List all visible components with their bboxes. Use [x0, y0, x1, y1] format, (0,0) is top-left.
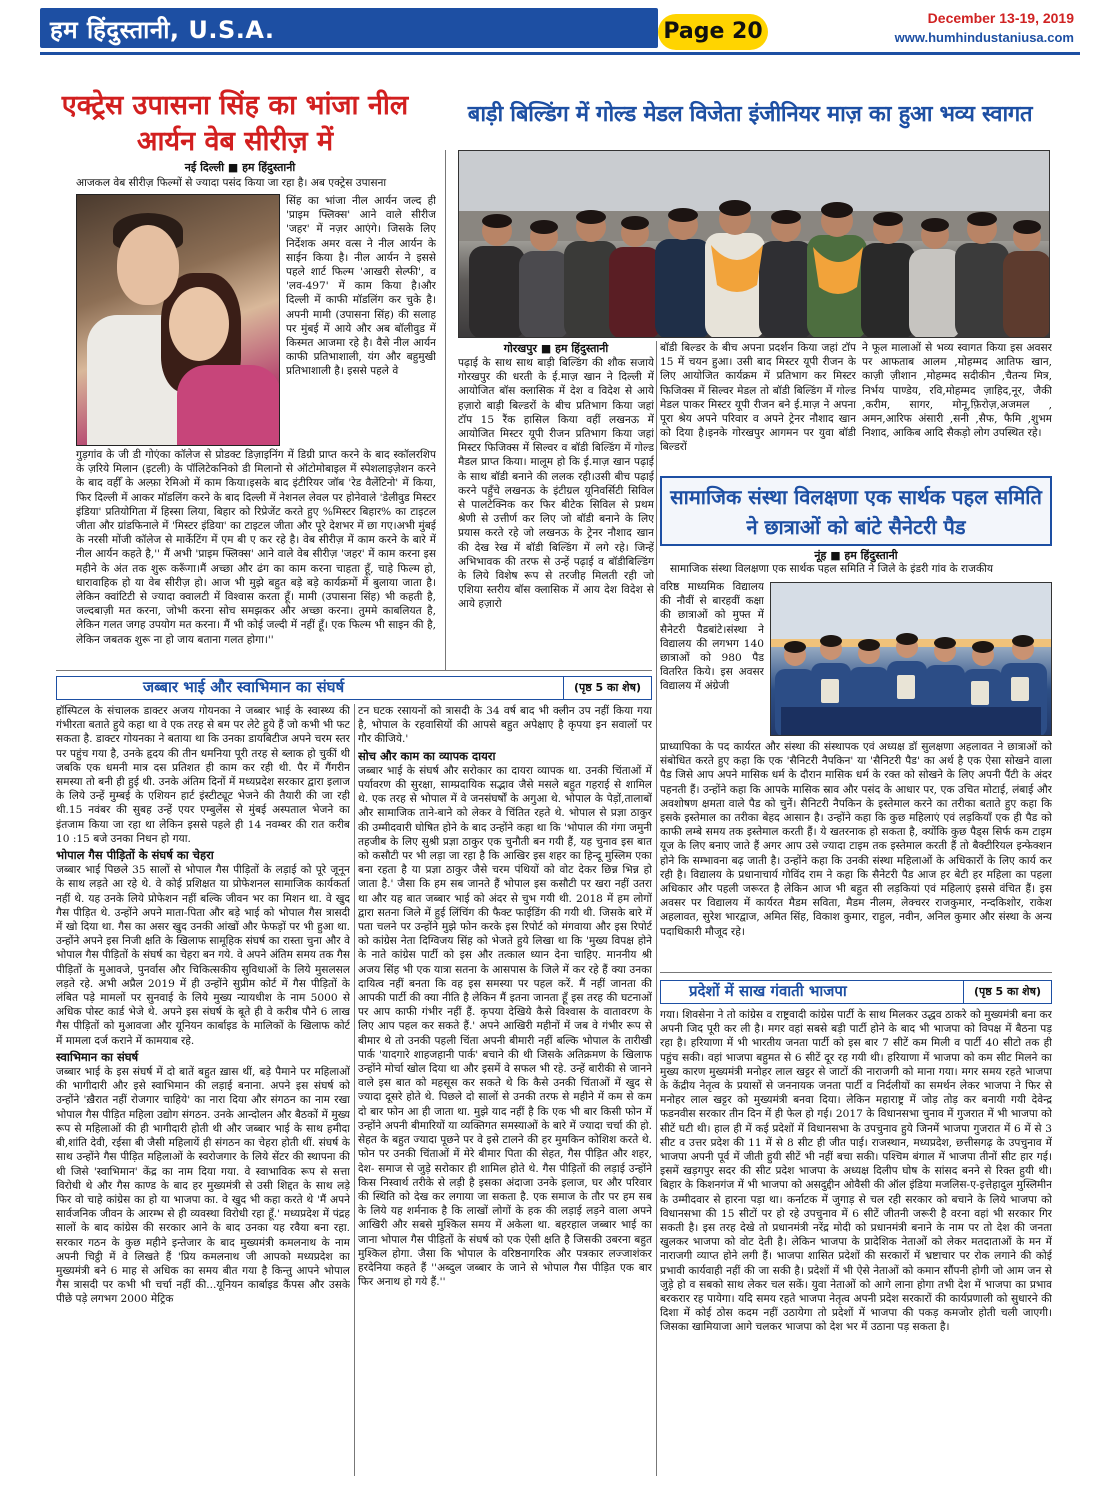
ngo-article-headline: सामाजिक संस्था विलक्षणा एक सार्थक पहल समिति ने छात्राओं को बांटे सैनेटरी पैड	[670, 485, 1042, 539]
bjp-article-body: गया। शिवसेना ने तो कांग्रेस व राष्ट्रवादी कांग्रेस पार्टी के साथ मिलकर उद्धव ठाकरे को मुख्यमंत्री बना कर अपनी जिद पूरी कर ली है। मगर वहां सबसे बड़ी पार्टी होने के बाद भी भाजपा को विपक्ष में बैठना पड़ रहा है। हरियाणा में भी भारतीय जनता पार्टी को इस बार 7 सीटें कम मिली व पार्टी 40 सीटो तक ही पहुंच सकी। वहां भाजपा बहुमत से 6 सीटें दूर रह गयी थी। हरियाणा में भाजपा को कम सीट मिलने का मुख्य कारण मुख्यमंत्री मनोहर लाल खट्टर से जाटों की नाराजगी को माना गया। मगर समय रहते भाजपा के केंद्रीय नेतृत्व के प्रयासों से जननायक जनता पार्टी व निर्दलीयों का समर्थन लेकर भाजपा ने फिर से मनोहर लाल खट्टर को मुख्यमंत्री बनवा दिया। लेकिन महाराष्ट्र में जोड़ तोड़ कर बनायी गयी देवेन्द्र फडनवीस सरकार तीन दिन में ही फेल हो गई। 2017 के विधानसभा चुनाव में गुजरात में भी भाजपा को सीटें घटी थी। हाल ही में कई प्रदेशों में विधानसभा के उपचुनाव हुये जिनमें भाजपा गुजरात में 6 में से 3 सीट व उत्तर प्रदेश की 11 में से 8 सीट ही जीत पाई। राजस्थान, मध्यप्रदेश, छत्तीसगढ़ के उपचुनाव में भाजपा अपनी पूर्व में जीती हुयी सीटें भी नहीं बचा सकी। पश्चिम बंगाल में भाजपा तीनों सीट हार गई। इसमें खड़गपुर सदर की सीट प्रदेश भाजपा के अध्यक्ष दिलीप घोष के सांसद बनने से रिक्त हुयी थी। बिहार के किशनगंज में भी भाजपा को असदुद्दीन ओवैसी की ऑल इंडिया मजलिस-ए-इत्तेहादुल मुस्लिमीन के उम्मीदवार से हारना पड़ा था। कर्नाटक में जुगाड़ से चल रही सरकार को बचाने के लिये भाजपा को विधानसभा की 15 सीटों पर हो रहे उपचुनाव में 6 सीटें जीतनी जरूरी है वरना वहां भी सरकार गिर सकती है। इस तरह देखे तो प्रधानमंत्री नरेंद्र मोदी को प्रधानमंत्री बनाने के नाम पर तो देश की जनता खुलकर भाजपा को वोट देती है। लेकिन भाजपा के प्रादेशिक नेताओं को लेकर मतदाताओं के मन में नाराजगी व्याप्त होने लगी हैं। भाजपा शासित प्रदेशों की सरकारों में भ्रष्टाचार पर रोक लगाने की कोई प्रभावी कार्यवाही नहीं की जा सकी है। प्रदेशों में भी ऐसे नेताओं को कमान सौंपनी होगी जो आम जन से जुड़े हो व सबको साथ लेकर चल सकें। युवा नेताओं को आगे लाना होगा तभी देश में भाजपा का प्रभाव बरकरार रह पायेगा। यदि समय रहते भाजपा नेतृत्व अपनी प्रदेश सरकारों की कार्यप्रणाली को सुधारने की दिशा में कोई ठोस कदम नहीं उठायेगा तो प्रदेशों में भाजपा की पकड़ कमजोर होती चली जाएगी। जिसका खामियाजा आगे चलकर भाजपा को देश भर में उठाना पड़ सकता है।	[660, 1009, 1052, 1334]
bodybuilding-article-column-3: ने फूल मालाओं से भव्य स्वागत किया इस अवसर पर आफताब आलम ,मोहम्मद आतिफ खान, काज़ी ज़ीशान ,मोहम्मद सदीकीन ,चैतन्य मित्र, निर्भय पाण्डेय, रवि,मोहम्मद ज़ाहिद,नूर, जैकी ,करीम, सागर, मोनू,फ़िरोज़,अजमल , अमन,आरिफ अंसारी ,सनी ,सैफ, फैमि ,शुभम निशाद, आकिब आदि सैकड़ो लोग उपस्थित रहे।	[862, 342, 1052, 440]
ngo-article-intro: सामाजिक संस्था विलक्षणा एक सार्थक पहल समिति ने जिले के इंडरी गांव के राजकीय	[670, 563, 993, 575]
jabbar-article-column-1	[56, 704, 350, 1476]
jabbar-paragraph: टन घटक रसायनों को त्रासदी के 34 वर्ष बाद भी क्लीन उप नहीं किया गया है, भोपाल के रहवासियों की आपसे बहुत अपेक्षाए है कृपया इन सवालों पर गौर कीजिये.'	[358, 705, 652, 746]
column-divider	[354, 704, 355, 1476]
actress-article-headline: एक्ट्रेस उपासना सिंह का भांजा नील आर्यन वेब सीरीज़ में	[61, 90, 409, 157]
jabbar-paragraph: जब्बार भाई पिछले 35 सालों से भोपाल गैस पीड़ितों के लड़ाई को पूरे जूनून के साथ लड़ते आ रहे थे. वे कोई प्रशिक्षत या प्रोफेशनल सामाजिक कार्यकर्ता नहीं थे. यह उनके लिये प्रोफेशन नहीं बल्कि जीवन भर का मिशन था. वे खुद गैस पीड़ित थे. उन्होंने अपने माता-पिता और बड़े भाई को भोपाल गैस त्रासदी में खो दिया था. गैस का असर खुद उनकी आंखों और फेफड़ों पर भी हुआ था. उन्होंने अपने इस निजी क्षति के खिलाफ सामूहिक संघर्ष का रास्ता चुना और वे भोपाल गैस पीड़ितों के संघर्ष का चेहरा बन गये. वे अपने अंतिम समय तक गैस पीड़ितों के मुआवजे, पुनर्वास और चिकित्सकीय सुविधाओं के लिये मुसलसल लड़ते रहे. अभी अप्रैल 2019 में ही उन्होंने सुप्रीम कोर्ट में गैस पीड़ितों के लंबित पड़े मामलों पर सुनवाई के लिये मुख्य न्यायधीश के नाम 5000 से अधिक पोस्ट कार्ड भेजे थे. अपने इस संघर्ष के बूते ही वे करीब पौने 6 लाख गैस पीड़ितों को मुआवजा और यूनियन कार्बाइड के मालिकों के खिलाफ कोर्ट में मामला दर्ज कराने में कामयाब रहे.	[56, 864, 350, 1047]
bodybuilding-article-column-1: पढ़ाई के साथ साथ बाड़ी बिल्डिंग की शौक सजाये गोरखपुर की धरती के ई.माज़ खान ने दिल्ली में आयोजित बॉस क्लासिक में देश व विदेश से आये हज़ारो बाड़ी बिल्डरों के बीच प्रतिभाग किया जहां टॉप 15 रैंक हासिल किया वहीं लखनऊ में आयोजित मिस्टर यूपी रीजन प्रतिभाग किया जहां मिस्टर फिजिक्स में सिल्वर व बॉडी बिल्डिंग में गोल्ड मैडल प्राप्त किया। मालूम हो कि ई.माज़ खान पढ़ाई के साथ बॉडी बनाने की ललक रही।उसी बीच पढ़ाई करने पहुँचे लखनऊ के इंटीग्रल यूनिवर्सिटी सिविल से पालटेक्निक कर फिर बीटेक सिविल से प्रथम श्रेणी से उत्तीर्ण कर लिए जो बॉडी बनाने के लिए प्रयास करते रहे जो लखनऊ के ट्रेनर नौशाद खान की देख रेख में बॉडी बिल्डिंग में लगे रहे। जिन्हें अभिभावक की तरफ से उन्हें पढ़ाई व बॉडीबिल्डिंग के लिये विशेष रूप से तरजीह मिलती रही जो एशिया स्तरीय बॉस क्लासिक में आय देश विदेश से आये हज़ारो	[458, 357, 654, 611]
jabbar-continued-note: (पृष्ठ 5 का शेष)	[563, 677, 651, 699]
jabbar-paragraph: जब्बार भाई के संघर्ष और सरोकार का दायरा व्यापक था. उनकी चिंताओं में पर्यावरण की सुरक्षा, साम्प्रदायिक सद्भाव जैसे मसले बहुत गहराई से शामिल थे. एक तरह से भोपाल में वे जनसंघर्षों के अगुआ थे. भोपाल के पेड़ों,तालाबों और सामाजिक ताने-बाने को लेकर वे चिंतित रहते थे. भोपाल से प्रज्ञा ठाकुर की उम्मीदवारी घोषित होने के बाद उन्होंने कहा था कि 'भोपाल की गंगा जमुनी तहजीब के लिए सुश्री प्रज्ञा ठाकुर एक चुनौती बन गयी हैं, यह चुनाव इस बात को कसौटी पर भी लड़ा जा रहा है कि आखिर इस शहर का हिन्दू मुस्लिम एका बना रहता है या प्रज्ञा ठाकुर जैसे चरम पंथियों को वोट देकर छिन्न भिन्न हो जाता है.' जैसा कि हम सब जानते हैं भोपाल इस कसौटी पर खरा नहीं उतरा था और यह बात जब्बार भाई को अंदर से चुभ गयी थी. 2018 में हम लोगों द्वारा सतना जिले में हुई लिंचिंग की फैक्ट फाईडिंग की गयी थी. जिसके बारे में पता चलने पर उन्होंने मुझे फोन करके इस रिपोर्ट को मंगवाया और इस रिपोर्ट को कांग्रेस नेता दिग्विजय सिंह को भेजते हुये लिखा था कि 'मुख्य विपक्ष होने के नाते कांग्रेस पार्टी को इस और तत्काल ध्यान देना चाहिए. माननीय श्री अजय सिंह भी एक यात्रा सतना के आसपास के जिले में कर रहे हैं क्या उनका दायित्व नहीं बनता कि वह इस समस्या पर पहल करें. मैं नहीं जानता की आपकी पार्टी की क्या नीति है लेकिन मैं इतना जानता हूँ इस तरह की घटनाओं पर आप काफी गंभीर नहीं हैं. कृपया देखिये कैसे विश्वास के वातावरण के लिए आप पहल कर सकते हैं.' अपने आखिरी महीनों में जब वे गंभीर रूप से बीमार थे तो उनकी पहली चिंता अपनी बीमारी नहीं बल्कि भोपाल के तारीखी पार्क 'यादगारे शाहजहानी पार्क' बचाने की थी जिसके अतिक्रमण के खिलाफ उन्होंने मोर्चा खोल दिया था और इसमें वे सफल भी रहे. उन्हें बारीकी से जानने वाले इस बात को महसूस कर सकते थे कि कैसे उनकी चिंताओं में खुद से ज्यादा दूसरे होते थे. पिछले दो सालों से उनकी तरफ से महीने में कम से कम दो बार फोन आ ही जाता था. मुझे याद नहीं है कि एक भी बार किसी फोन में उन्होंने अपनी बीमारियों या व्यक्तिगत समस्याओं के बारे में ज्यादा चर्चा की हो. सेहत के बहुत ज्यादा पूछने पर वे इसे टालने की हर मुमकिन कोशिश करते थे. फोन पर उनकी चिंताओं में मेरे बीमार पिता की सेहत, गैस पीड़ित और शहर, देश- समाज से जुड़े सरोकार ही शामिल होते थे. गैस पीड़ितों की लड़ाई उन्होंने किस निस्वार्थ तरीके से लड़ी है इसका अंदाजा उनके इलाज, घर और परिवार की स्थिति को देख कर लगाया जा सकता है. एक समाज के तौर पर हम सब के लिये यह शर्मनाक है कि लाखों लोगों के हक की लड़ाई लड़ने वाला अपने आखिरी और सबसे मुश्किल समय में अकेला था. बहरहाल जब्बार भाई का जाना भोपाल गैस पीड़ितों के संघर्ष को एक ऐसी क्षति है जिसकी उबरना बहुत मुश्किल होगा. जैसा कि भोपाल के वरिष्ठनागरिक और पत्रकार लज्जाशंकर हरदेनिया कहते हैं ''अब्दुल जब्बार के जाने से भोपाल गैस पीड़ित एक बार फिर अनाथ हो गये हैं.''	[358, 764, 652, 1289]
issue-date: December 13-19, 2019	[927, 10, 1074, 26]
actress-article-body: गुड़गांव के जी डी गोएंका कॉलेज से प्रोडक्ट डिज़ाइनिंग में डिग्री प्राप्त करने के बाद स्कॉलरशिप के ज़रिये मिलान (इटली) के पॉलिटेकनिको डी मिलानो से ऑटोमोबाइल में स्पेशलाइज़ेशन करने के बाद वहीँ के अल्फ़ा रेमिओ में काम किया।इसके बाद इंटीरियर जॉब 'रेड वैलेंटिनो' में किया, फिर दिल्ली में आकर मॉडलिंग करने के बाद दिल्ली में नेशनल लेवल पर होनेवाले 'डेलीवुड मिस्टर इंडिया' प्रतियोगिता में हिस्सा लिया, बिहार को रिप्रेजेंट करते हुए %मिस्टर बिहार% का टाइटल जीता और ग्रांडफिनाले में 'मिस्टर इंडिया' का टाइटल जीता और पूरे देशभर में छा गए।अभी मुंबई के नरसी मोंजी कॉलेज से मार्केटिंग में एम बी ए कर रहे है। वेब सीरीज़ में काम करने के बारे में नील आर्यन कहते है,'' मैं अभी 'प्राइम फ्लिक्स' आने वाले वेब सीरीज़ 'जहर' में काम करना इस महीने के अंत तक शुरू करूँगा।मैं अच्छा और ढंग का काम करना चाहता हूँ, चाहे फिल्म हो, धारावाहिक हो या वेब सीरीज़ हो। आज भी मुझे बहुत बड़े बड़े कार्यक्रमों में बुलाया जाता है। लेकिन क्वांटिटी से ज्यादा क्वालटी में विश्वास करता हूँ। मामी (उपासना सिंह) भी कहती है, जल्दबाज़ी मत करना, जोभी करना सोच समझकर और अच्छा करना। तुममे काबलियत है, लेकिन गलत जगह उपयोग मत करना। मैं भी कोई जल्दी में नहीं हूँ। एक फिल्म भी साइन की है, लेकिन जबतक शुरू ना हो जाय बताना गलत होगा।''	[76, 449, 436, 646]
students-illustration	[771, 583, 1052, 736]
actress-photo	[76, 194, 280, 446]
column-divider	[445, 150, 446, 670]
bodybuilding-article-dateline: गोरखपुर ■ हम हिंदुस्तानी	[503, 342, 609, 355]
ngo-article-headline-box	[660, 476, 1052, 546]
bjp-article-headline: प्रदेशों में साख गंवाती भाजपा	[689, 982, 847, 1000]
website-link[interactable]: www.humhindustaniusa.com	[894, 30, 1074, 45]
actress-article-intro: आजकल वेब सीरीज़ फिल्मों से ज्यादा पसंद किया जा रहा है। अब एक्ट्रेस उपासना	[76, 177, 387, 189]
masthead-divider	[40, 52, 1080, 55]
actress-article-side-text: सिंह का भांजा नील आर्यन जल्द ही 'प्राइम फ्लिक्स' आने वाले सीरीज 'जहर' में नज़र आएंगे। जिसके लिए निर्देशक अमर वत्स ने नील आर्यन के साईन किया है। नील आर्यन ने इससे पहले शार्ट फिल्म 'आखरी सेल्फी', व 'लव-497' में काम किया है।और दिल्ली में काफी मॉडलिंग कर चुके है। अपनी मामी (उपासना सिंह) की सलाह पर मुंबई में आये और अब बॉलीवुड में किस्मत आजमा रहे है। वैसे नील आर्यन काफी प्रतिभाशाली, यंग और बहुमुखी प्रतिभाशाली है। इससे पहले वे	[286, 195, 436, 378]
ngo-article-body: प्राध्यापिका के पद कार्यरत और संस्था की संस्थापक एवं अध्यक्ष डॉ सुलक्षणा अहलावत ने छात्राओं को संबोधित करते हुए कहा कि एक 'सैनिटरी नैपकिन' या 'सैनिटरी पैड' का अर्थ है एक ऐसा सोखने वाला पैड जिसे आप अपने मासिक धर्म के दौरान मासिक धर्म के रक्त को सोखने के लिए अपनी पैंटी के अंदर पहनती हैं। उन्होंने कहा कि आपके मासिक स्राव और पसंद के आधार पर, एक उचित मोटाई, लंबाई और अवशोषण क्षमता वाले पैड को चुनें। सैनिटरी नैपकिन के इस्तेमाल करने का तरीका बताते हुए कहा कि इसके इस्तेमाल का तरीका बेहद आसान है। उन्होंने कहा कि कुछ महिलाएं एवं लड़कियाँ एक ही पैड को काफी लम्बे समय तक इस्तेमाल करती हैं। ये खतरनाक हो सकता है, क्योंकि कुछ पैड्स सिर्फ कम टाइम यूज के लिए बनाए जाते हैं अगर आप उसे ज्यादा टाइम तक इस्तेमाल करती हैं तो बैक्टीरियल इन्फेक्शन होने कि सम्भावना बढ़ जाती है। उन्होंने कहा कि उनकी संस्था महिलाओं के अधिकारों के लिए कार्य कर रही है। विद्यालय के प्रधानाचार्य गोविंद राम ने कहा कि सैनेटरी पैड आज हर बेटी हर महिला का पहला अधिकार और पहली जरूरत है लेकिन आज भी बहुत सी लड़कियां एवं महिलाएं इससे वंचित हैं। इस अवसर पर विद्यालय में कार्यरत मैडम सविता, मैडम नीलम, लेक्चरर राजकुमार, नन्दकिशोर, राकेश अहलावत, सुरेश भारद्वाज, अमित सिंह, विकाश कुमार, राहुल, नवीन, अनिल कुमार और संस्था के अन्य पदाधिकारी मौजूद रहे।	[660, 741, 1052, 938]
students-photo	[770, 582, 1052, 736]
jabbar-paragraph: जब्बार भाई के इस संघर्ष में दो बातें बहुत ख़ास थीं, बड़े पैमाने पर महिलाओं की भागीदारी और इसे स्वाभिमान की लड़ाई बनाना. अपने इस संघर्ष को उन्होंने 'ख़ैरात नहीं रोजगार चाहिये' का नारा दिया और संगठन का नाम रखा भोपाल गैस पीड़ित महिला उद्योग संगठन. उनके आन्दोलन और बैठकों में मुख्य रूप से महिलाओं की ही भागीदारी होती थी और जब्बार भाई के साथ हमीदा बी,शांति देवी, रईसा बी जैसी महिलायें ही संगठन का चेहरा होती थीं. संघर्ष के साथ उन्होंने गैस पीड़ित महिलाओं के स्वरोजगार के लिये सेंटर की स्थापना की थी जिसे 'स्वाभिमान' केंद्र का नाम दिया गया. वे स्वाभाविक रूप से सत्ता विरोधी थे और गैस काण्ड के बाद हर मुख्यमंत्री से उसी शिद्दत के साथ लड़े फिर वो चाहे कांग्रेस का हो या भाजपा का. वे खुद भी कहा करते थे 'मैं अपने सार्वजनिक जीवन के आरम्भ से ही व्यवस्था विरोधी रहा हूँ.' मध्यप्रदेश में पंद्रह सालों के बाद कांग्रेस की सरकार आने के बाद उनका यह रवैया बना रहा. सरकार गठन के कुछ महीने इन्तेजार के बाद मुख्यमंत्री कमलनाथ के नाम अपनी चिट्ठी में वे लिखते हैं 'प्रिय कमलनाथ जी आपको मध्यप्रदेश का मुख्यमंत्री बने 6 माह से अधिक का समय बीत गया है किन्तु आपने भोपाल गैस त्रासदी पर कभी भी चर्चा नहीं की...यूनियन कार्बाइड कैंपस और उसके पीछे पड़े लगभग 2000 मेट्रिक	[56, 1066, 350, 1306]
ngo-article-side-text: वरिष्ठ माध्यमिक विद्यालय की नौवीं से बारहवीं कक्षा की छात्राओं को मुफ्त में सैनेटरी पैडबांटे।संस्था ने विद्यालय की लगभग 140 छात्राओं को 980 पैड वितरित किये। इस अवसर विद्यालय में अंग्रेजी	[660, 581, 764, 693]
section-divider	[56, 670, 652, 671]
column-divider	[656, 341, 657, 1476]
masthead	[18, 8, 1080, 78]
ngo-article-dateline: नूंह ■ हम हिंदुस्तानी	[814, 549, 898, 562]
jabbar-article-headline: जब्बार भाई और स्वाभिमान का संघर्ष	[143, 678, 345, 696]
actress-article-dateline: नई दिल्ली ■ हम हिंदुस्तानी	[184, 161, 296, 174]
bodybuilding-crowd-photo	[458, 150, 1050, 338]
bjp-article-banner	[660, 980, 1052, 1004]
jabbar-subheading: भोपाल गैस पीड़ितों के संघर्ष का चेहरा	[56, 848, 214, 863]
bjp-continued-note: (पृष्ठ 5 का शेष)	[963, 981, 1051, 1003]
jabbar-subheading: स्वाभिमान का संघर्ष	[56, 1049, 139, 1064]
jabbar-paragraph: हॉस्पिटल के संचालक डाक्टर अजय गोयनका ने जब्बार भाई के स्वास्थ्य की गंभीरता बताते हुये कहा था वे एक तरह से बम पर लेटे हुये हैं जो कभी भी फट सकता है. डाक्टर गोयनका ने बताया था कि उनका डायबिटीज अपने चरम स्तर पर पहुंच गया है, उनके हृदय की तीन धमनिया पूरी तरह से ब्लाक हो चुकीं थी जबकि एक धमनी मात्र दस प्रतिशत ही काम कर रही थी. पैर में गैंगरीन समस्या तो बनी ही हुई थी. उनके अंतिम दिनों में मध्यप्रदेश सरकार द्वारा इलाज के लिये उन्हें मुम्बई के एशियन हार्ट इंस्टीट्यूट भेजने की तैयारी की जा रही थी.15 नवंबर की सुबह उन्हें एयर एम्बुलेंस से मुंबई अस्पताल भेजने का इंतजाम किया जा रहा था लेकिन इससे पहले ही 14 नवम्बर की रात करीब 10 :15 बजे उनका निधन हो गया.	[56, 705, 350, 845]
masthead-brand-bar	[40, 8, 658, 48]
section-divider	[660, 972, 1052, 973]
newspaper-title: हम हिंदुस्तानी, U.S.A.	[50, 16, 275, 44]
bodybuilding-article-headline: बाड़ी बिल्डिंग में गोल्ड मेडल विजेता इंजीनियर माज़ का हुआ भव्य स्वागत	[467, 102, 1033, 127]
jabbar-article-column-2	[358, 704, 652, 1476]
jabbar-article-banner	[56, 676, 652, 700]
page-number-badge: Page 20	[658, 14, 768, 50]
bodybuilding-article-column-2: बॉडी बिल्डर के बीच अपना प्रदर्शन किया जहां टॉप 15 में चयन हुआ। उसी बाद मिस्टर यूपी रीजन के लिए आयोजित कार्यक्रम में प्रतिभाग कर मिस्टर फिजिक्स में सिल्वर मेडल तो बॉडी बिल्डिंग में गोल्ड मेडल पाकर मिस्टर यूपी रीजन बने ई.माज़ ने अपना पूरा श्रेय अपने परिवार व अपने ट्रेनर नौशाद खान को दिया है।इनके गोरखपुर आगमन पर युवा बॉडी बिल्डरों	[660, 342, 856, 454]
jabbar-subheading: सोच और काम का व्यापक दायरा	[358, 748, 496, 763]
crowd-illustration	[459, 151, 1050, 338]
